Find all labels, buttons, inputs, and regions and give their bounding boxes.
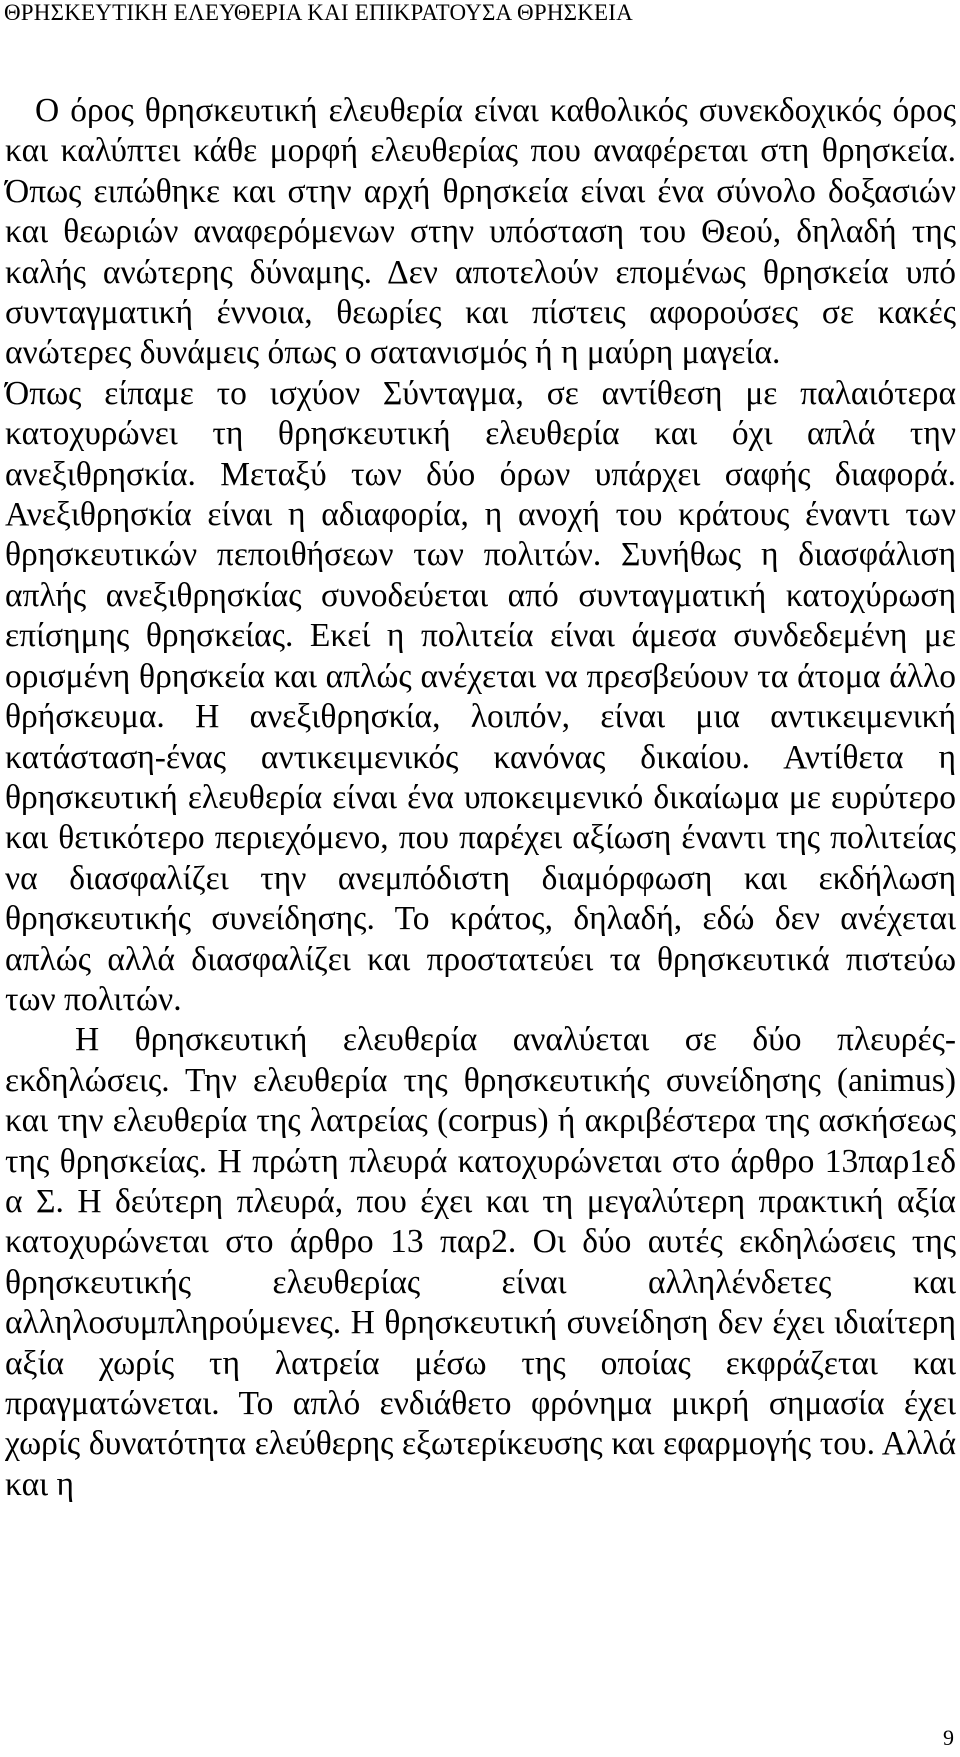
running-header: ΘΡΗΣΚΕΥΤΙΚΗ ΕΛΕΥΘΕΡΙΑ ΚΑΙ ΕΠΙΚΡΑΤΟΥΣΑ ΘΡΗΣΚΕΙΑ bbox=[4, 0, 633, 25]
paragraph-3: Η θρησκευτική ελευθερία αναλύεται σε δύο πλευρές-εκδηλώσεις. Την ελευθερία της θρησκευτικής συνείδησης (animus) και την ελευθερία της λατρείας (corpus) ή ακριβέστερα της ασκήσεως της θρησκείας. Η πρώτη πλευρά κατοχυρώνεται στο άρθρο 13παρ1εδ α Σ. Η δεύτερη πλευρά, που έχει και τη μεγαλύτερη πρακτική αξία κατοχυρώνεται στο άρθρο 13 παρ2. Οι δύο αυτές εκδηλώσεις της θρησκευτικής ελευθερίας είναι αλληλένδετες και αλληλοσυμπληρούμενες. Η θρησκευτική συνείδηση δεν έχει ιδιαίτερη αξία χωρίς τη λατρεία μέσω της οποίας εκφράζεται και πραγματώνεται. Το απλό ενδιάθετο φρόνημα μικρή σημασία έχει χωρίς δυνατότητα ελεύθερης εξωτερίκευσης και εφαρμογής του. Αλλά και η bbox=[5, 1021, 956, 1503]
paragraph-2: Όπως είπαμε το ισχύον Σύνταγμα, σε αντίθεση με παλαιότερα κατοχυρώνει τη θρησκευτική ελευθερία και όχι απλά την ανεξιθρησκία. Μεταξύ των δύο όρων υπάρχει σαφής διαφορά. Ανεξιθρησκία είναι η αδιαφορία, η ανοχή του κράτους έναντι των θρησκευτικών πεποιθήσεων των πολιτών. Συνήθως η διασφάλιση απλής ανεξιθρησκίας συνοδεύεται από συνταγματική κατοχύρωση επίσημης θρησκείας. Εκεί η πολιτεία είναι άμεσα συνδεδεμένη με ορισμένη θρησκεία και απλώς ανέχεται να πρεσβεύουν τα άτομα άλλο θρήσκευμα. Η ανεξιθρησκία, λοιπόν, είναι μια αντικειμενική κατάσταση-ένας αντικειμενικός κανόνας δικαίου. Αντίθετα η θρησκευτική ελευθερία είναι ένα υποκειμενικό δικαίωμα με ευρύτερο και θετικότερο περιεχόμενο, που παρέχει αξίωση έναντι της πολιτείας να διασφαλίζει την ανεμπόδιστη διαμόρφωση και εκδήλωση θρησκευτικής συνείδησης. Το κράτος, δηλαδή, εδώ δεν ανέχεται απλώς αλλά διασφαλίζει και προστατεύει τα θρησκευτικά πιστεύω των πολιτών. bbox=[5, 374, 956, 1018]
paragraph-1: Ο όρος θρησκευτική ελευθερία είναι καθολικός συνεκδοχικός όρος και καλύπτει κάθε μορφή ελευθερίας που αναφέρεται στη θρησκεία. Όπως ειπώθηκε και στην αρχή θρησκεία είναι ένα σύνολο δοξασιών και θεωριών αναφερόμενων στην υπόσταση του Θεού, δηλαδή της καλής ανώτερης δύναμης. Δεν αποτελούν επομένως θρησκεία υπό συνταγματική έννοια, θεωρίες και πίστεις αφορούσες σε κακές ανώτερες δυνάμεις όπως ο σατανισμός ή η μαύρη μαγεία. bbox=[5, 92, 956, 372]
page-number: 9 bbox=[943, 1725, 954, 1750]
body-text bbox=[5, 91, 956, 1505]
